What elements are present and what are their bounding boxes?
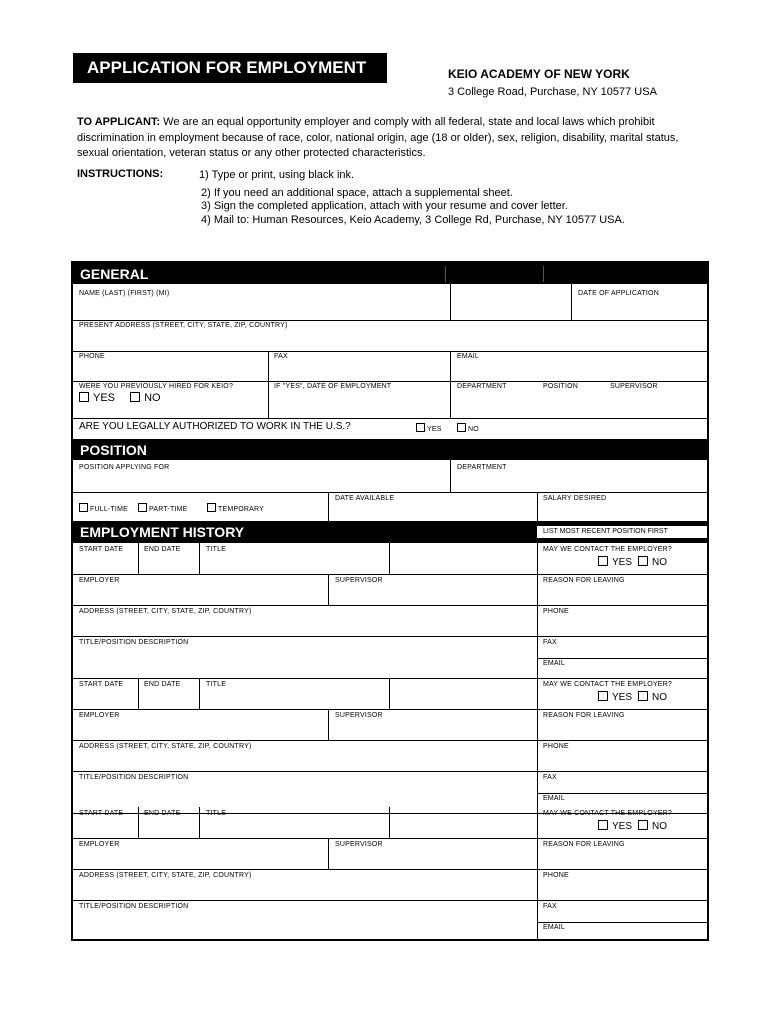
col-divider [450,284,451,320]
position-heading: POSITION [80,442,147,458]
authorized-yes-checkbox[interactable] [416,423,442,433]
checkbox-icon [598,556,608,566]
previous-supervisor-field[interactable]: SUPERVISOR [610,383,658,390]
contact-no-label: NO [652,692,668,703]
col-divider [450,351,451,418]
previous-department-field[interactable]: DEPARTMENT [457,383,507,390]
end-date-field[interactable]: END DATE [144,810,181,817]
general-heading: GENERAL [80,266,149,282]
col-divider [199,543,200,574]
work-authorization-label: ARE YOU LEGALLY AUTHORIZED TO WORK IN THE U.S.? [79,421,351,432]
contact-yes-label: YES [612,821,633,832]
employment-heading: EMPLOYMENT HISTORY [80,524,245,540]
instruction-item-1: 1) Type or print, using black ink. [199,169,355,181]
date-available-field[interactable]: DATE AVAILABLE [335,495,395,502]
position-description-field[interactable]: TITLE/POSITION DESCRIPTION [79,903,189,910]
employer-email-field[interactable]: EMAIL [543,660,566,667]
part-time-label: PART-TIME [149,506,188,513]
may-we-contact-label: MAY WE CONTACT THE EMPLOYER? [543,810,673,817]
position-description-field[interactable]: TITLE/POSITION DESCRIPTION [79,639,189,646]
organization-name: KEIO ACADEMY OF NEW YORK [448,67,630,81]
form-title: APPLICATION FOR EMPLOYMENT [73,53,387,83]
temporary-checkbox[interactable] [207,503,264,513]
employer-field[interactable]: EMPLOYER [79,712,120,719]
reason-for-leaving-field[interactable]: REASON FOR LEAVING [543,841,625,848]
checkbox-icon [416,423,425,432]
contact-options [598,556,667,568]
instructions-label: INSTRUCTIONS: [77,168,164,180]
row-divider [73,605,707,606]
row-divider [73,709,707,710]
col-divider [138,678,139,709]
col-divider [571,284,572,320]
employer-supervisor-field[interactable]: SUPERVISOR [335,841,383,848]
col-divider [537,492,538,521]
previous-position-field[interactable]: POSITION [543,383,579,390]
row-divider [537,793,707,794]
previously-hired-options [79,392,161,404]
row-divider [73,771,707,772]
checkbox-icon [79,392,89,402]
employer-address-field[interactable]: ADDRESS (STREET, CITY, STATE, ZIP, COUNTRY) [79,743,252,750]
start-date-field[interactable]: START DATE [79,810,124,817]
col-divider [389,807,390,838]
start-date-field[interactable]: START DATE [79,681,124,688]
position-section-bar [73,439,707,460]
authorized-yes-label: YES [427,426,442,433]
checkbox-icon [598,820,608,830]
reason-for-leaving-field[interactable]: REASON FOR LEAVING [543,712,625,719]
fax-field[interactable]: FAX [274,353,288,360]
checkbox-icon [638,556,648,566]
row-divider [73,838,707,839]
employer-field[interactable]: EMPLOYER [79,577,120,584]
row-divider [537,658,707,659]
col-divider [328,838,329,869]
col-divider [389,678,390,709]
col-divider [328,709,329,740]
present-address-field[interactable]: PRESENT ADDRESS (STREET, CITY, STATE, ZIP, COUNTRY) [79,322,288,329]
previously-hired-no-checkbox[interactable] [130,392,161,404]
row-divider [73,381,707,382]
row-divider [73,351,707,352]
may-we-contact-label: MAY WE CONTACT THE EMPLOYER? [543,546,673,553]
end-date-field[interactable]: END DATE [144,681,181,688]
col-divider [268,351,269,418]
contact-yes-checkbox[interactable] [598,556,632,568]
contact-no-checkbox[interactable] [638,556,667,568]
col-divider [389,543,390,574]
previously-hired-label: WERE YOU PREVIOUSLY HIRED FOR KEIO? [79,383,234,390]
employer-phone-field[interactable]: PHONE [543,872,569,879]
phone-field[interactable]: PHONE [79,353,105,360]
may-we-contact-label: MAY WE CONTACT THE EMPLOYER? [543,681,673,688]
checkbox-icon [598,691,608,701]
employer-phone-field[interactable]: PHONE [543,743,569,750]
job-title-field[interactable]: TITLE [206,681,227,688]
application-form [71,261,709,941]
employer-fax-field[interactable]: FAX [543,903,557,910]
row-divider [73,320,707,321]
name-field[interactable]: NAME (LAST) (FIRST) (MI) [79,290,170,297]
contact-no-checkbox[interactable] [638,820,667,832]
checkbox-icon [207,503,216,512]
row-divider [73,418,707,419]
full-time-label: FULL-TIME [90,506,128,513]
checkbox-icon [138,503,147,512]
row-divider [73,492,707,493]
col-divider [537,807,538,939]
contact-yes-checkbox[interactable] [598,691,632,703]
job-title-field[interactable]: TITLE [206,546,227,553]
previously-hired-no-label: NO [144,392,161,404]
employer-supervisor-field[interactable]: SUPERVISOR [335,712,383,719]
previously-hired-yes-label: YES [93,392,116,404]
contact-yes-label: YES [612,557,633,568]
contact-no-label: NO [652,821,668,832]
employer-phone-field[interactable]: PHONE [543,608,569,615]
checkbox-icon [638,691,648,701]
row-divider [73,574,707,575]
full-time-checkbox[interactable] [79,503,128,513]
checkbox-icon [79,503,88,512]
employer-supervisor-field[interactable]: SUPERVISOR [335,577,383,584]
contact-yes-label: YES [612,692,633,703]
col-divider [537,543,538,678]
previous-employment-date-field[interactable]: IF "YES", DATE OF EMPLOYMENT [274,383,392,390]
start-date-field[interactable]: START DATE [79,546,124,553]
col-divider [138,543,139,574]
row-divider [73,678,707,679]
job-title-field[interactable]: TITLE [206,810,227,817]
applicant-notice-label: TO APPLICANT: [77,116,161,128]
contact-no-checkbox[interactable] [638,691,667,703]
contact-yes-checkbox[interactable] [598,820,632,832]
email-field[interactable]: EMAIL [457,353,480,360]
instruction-item-4: 4) Mail to: Human Resources, Keio Academy, 3 College Rd, Purchase, NY 10577 USA. [201,214,625,226]
employment-section-bar [73,521,707,543]
organization-address: 3 College Road, Purchase, NY 10577 USA [448,86,657,98]
contact-no-label: NO [652,557,668,568]
employer-fax-field[interactable]: FAX [543,774,557,781]
applicant-notice-text: We are an equal opportunity employer and comply with all federal, state and local laws which prohibit discrimination in employment because of race, color, national origin, age (18 or older), sex, religion, disability, marital status, sexual orientation, veteran status or any other protected characteristics. [77,116,679,159]
row-divider [73,740,707,741]
contact-options [598,691,667,703]
most-recent-note: LIST MOST RECENT POSITION FIRST [537,526,707,538]
salary-desired-field[interactable]: SALARY DESIRED [543,495,607,502]
authorized-no-checkbox[interactable] [457,423,479,433]
col-divider [450,460,451,492]
general-section-bar [73,263,707,284]
col-divider [199,807,200,838]
applicant-notice [77,115,692,162]
instruction-item-2: 2) If you need an additional space, attach a supplemental sheet. [201,187,513,199]
contact-options [598,820,667,832]
checkbox-icon [638,820,648,830]
employer-email-field[interactable]: EMAIL [543,795,566,802]
col-divider [328,574,329,605]
col-divider [328,492,329,521]
col-divider [537,678,538,813]
row-divider [537,922,707,923]
checkbox-icon [457,423,466,432]
part-time-checkbox[interactable] [138,503,188,513]
employer-field[interactable]: EMPLOYER [79,841,120,848]
end-date-field[interactable]: END DATE [144,546,181,553]
header-divider [543,266,544,282]
authorized-no-label: NO [468,426,479,433]
col-divider [138,807,139,838]
row-divider [73,636,707,637]
row-divider [73,869,707,870]
employer-address-field[interactable]: ADDRESS (STREET, CITY, STATE, ZIP, COUNTRY) [79,872,252,879]
checkbox-icon [130,392,140,402]
temporary-label: TEMPORARY [218,506,265,513]
instruction-item-3: 3) Sign the completed application, attach with your resume and cover letter. [201,200,568,212]
row-divider [73,900,707,901]
col-divider [199,678,200,709]
position-description-field[interactable]: TITLE/POSITION DESCRIPTION [79,774,189,781]
employer-email-field[interactable]: EMAIL [543,924,566,931]
date-of-application-field[interactable]: DATE OF APPLICATION [578,290,659,297]
header-divider [445,266,446,282]
position-applying-for-field[interactable]: POSITION APPLYING FOR [79,464,170,471]
previously-hired-yes-checkbox[interactable] [79,392,115,404]
position-department-field[interactable]: DEPARTMENT [457,464,507,471]
employer-address-field[interactable]: ADDRESS (STREET, CITY, STATE, ZIP, COUNTRY) [79,608,252,615]
employer-fax-field[interactable]: FAX [543,639,557,646]
reason-for-leaving-field[interactable]: REASON FOR LEAVING [543,577,625,584]
